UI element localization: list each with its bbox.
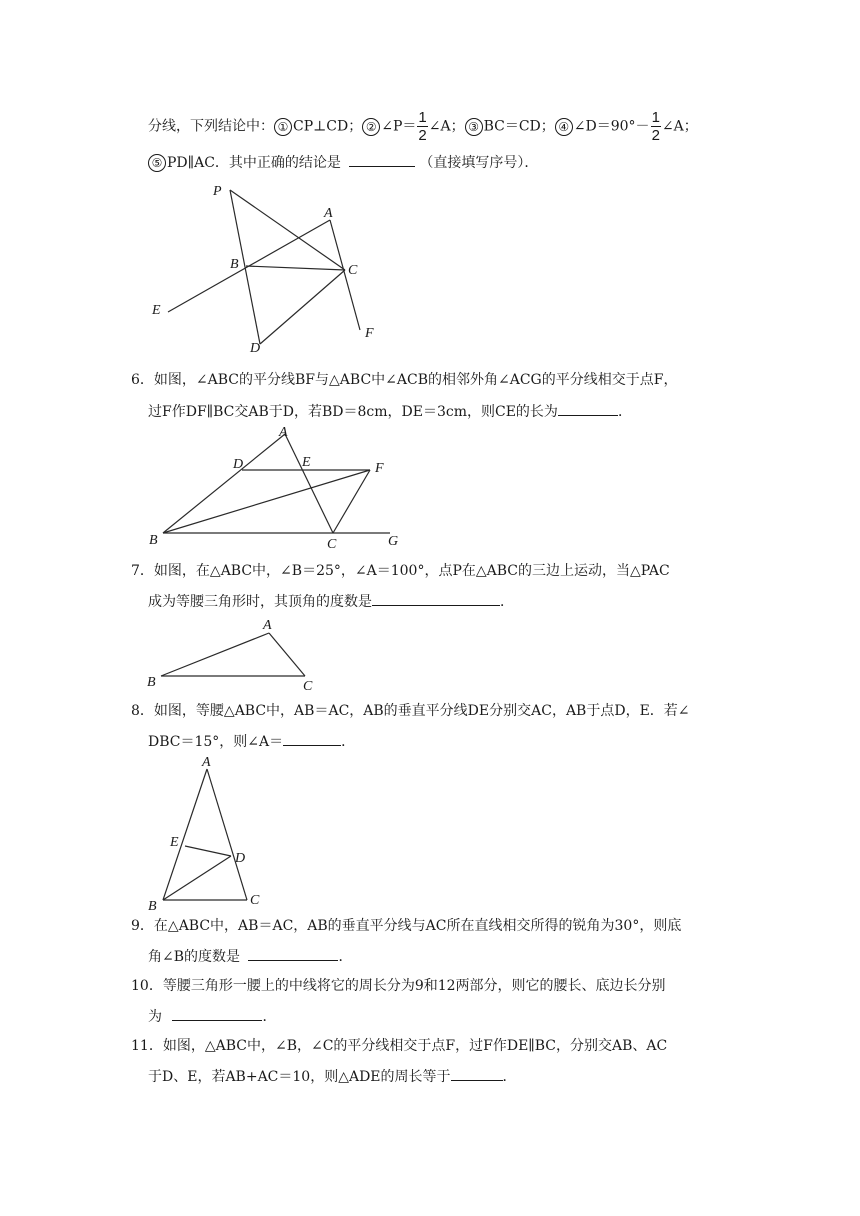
- segment-BA: [161, 633, 269, 676]
- segment-ED: [185, 846, 231, 856]
- choice-3-text: BC＝CD；: [483, 118, 555, 135]
- segment-BA: [163, 434, 285, 533]
- label-B: B: [147, 675, 156, 690]
- q8-line2: [148, 731, 355, 752]
- fraction-numerator: 1: [418, 109, 427, 126]
- answer-blank-q5[interactable]: [349, 152, 415, 167]
- label-B: B: [148, 899, 157, 914]
- fraction-one-half: [417, 110, 427, 143]
- question-number-9: 9．: [131, 918, 154, 934]
- answer-blank-q10[interactable]: [172, 1006, 262, 1021]
- choice-1-marker: ①: [274, 118, 292, 136]
- choice-2-tail: ∠A；: [428, 118, 465, 135]
- q9-text-1: 在△ABC中，AB＝AC，AB的垂直平分线与AC所在直线相交所得的锐角为30°，则底: [153, 918, 682, 934]
- q10-line1: [131, 976, 666, 996]
- fraction-denominator-2: 2: [651, 127, 660, 144]
- segment-BC: [246, 266, 345, 270]
- label-G: G: [388, 534, 399, 549]
- q6-line1: [131, 370, 677, 390]
- label-B: B: [230, 257, 239, 272]
- q6-text-end: ．: [617, 404, 632, 420]
- label-E: E: [152, 303, 161, 318]
- q9-text-end: ．: [338, 949, 353, 965]
- q8-text-end: ．: [341, 734, 356, 750]
- segment-PC: [230, 190, 345, 270]
- label-D: D: [233, 457, 244, 472]
- fraction-numerator-2: 1: [651, 109, 660, 126]
- answer-blank-q11[interactable]: [451, 1066, 503, 1081]
- answer-blank-q9[interactable]: [248, 946, 338, 961]
- choice-4-tail: ∠A；: [661, 118, 698, 135]
- label-C: C: [348, 263, 358, 278]
- label-C: C: [303, 679, 313, 694]
- q11-text-1: 如图，△ABC中，∠B，∠C的平分线相交于点F，过F作DE∥BC，分别交AB、AC: [162, 1038, 668, 1054]
- answer-blank-q8[interactable]: [283, 731, 341, 746]
- choice-5-text: PD∥AC．其中正确的结论是: [167, 155, 341, 171]
- segment-AC: [269, 633, 305, 676]
- choice-2-text: ∠P＝: [381, 118, 417, 135]
- q10-text-end: ．: [262, 1009, 277, 1025]
- question-number-8: 8．: [131, 703, 154, 719]
- figure-q7: [145, 614, 325, 694]
- q11-text-end: ．: [502, 1069, 517, 1085]
- label-E: E: [170, 835, 179, 850]
- q5-line2: [148, 152, 538, 173]
- figure-q5: [150, 180, 390, 355]
- segment-AC: [207, 769, 247, 900]
- label-A: A: [202, 755, 211, 770]
- q8-text-1: 如图，等腰△ABC中，AB＝AC，AB的垂直平分线DE分别交AC，AB于点D，E．若∠: [153, 703, 690, 719]
- label-P: P: [213, 184, 222, 199]
- label-A: A: [324, 206, 333, 221]
- q7-line2: [148, 591, 514, 612]
- q5-instruction: （直接填写序号）．: [419, 155, 539, 171]
- figure-q8: [145, 752, 275, 912]
- choice-4-marker: ④: [555, 118, 573, 136]
- label-D: D: [235, 851, 246, 866]
- choice-5-marker: ⑤: [148, 154, 166, 172]
- q5-line1-prefix: 分线，下列结论中：: [148, 118, 274, 135]
- label-E: E: [302, 455, 311, 470]
- segment-DC: [260, 270, 345, 344]
- q8-line1: [131, 701, 690, 721]
- question-number-10: 10．: [131, 978, 163, 994]
- q10-line2: [148, 1006, 276, 1027]
- q8-text-2: DBC＝15°，则∠A＝: [148, 734, 284, 750]
- q9-line2: [148, 946, 352, 967]
- q7-line1: [131, 561, 670, 581]
- choice-1-text: CP⊥CD；: [293, 118, 363, 135]
- q10-text-1: 等腰三角形一腰上的中线将它的周长分为9和12两部分，则它的腰长、底边长分别: [162, 978, 666, 994]
- label-C: C: [327, 537, 337, 552]
- q11-line2: [148, 1066, 517, 1087]
- label-F: F: [365, 326, 374, 341]
- question-number-7: 7．: [131, 563, 154, 579]
- segment-BD: [163, 856, 231, 900]
- label-A: A: [263, 618, 272, 633]
- choice-2-marker: ②: [362, 118, 380, 136]
- label-A: A: [279, 425, 288, 440]
- label-D: D: [250, 341, 261, 356]
- label-F: F: [375, 461, 384, 476]
- fraction-one-half-2: [651, 110, 661, 143]
- q7-text-2: 成为等腰三角形时，其顶角的度数是: [148, 594, 372, 610]
- q11-line1: [131, 1036, 667, 1056]
- q10-text-2: 为: [148, 1009, 162, 1025]
- q7-text-1: 如图，在△ABC中，∠B＝25°，∠A＝100°，点P在△ABC的三边上运动，当△PAC: [153, 563, 670, 579]
- figure-q6: [145, 424, 415, 552]
- answer-blank-q6[interactable]: [558, 401, 618, 416]
- q6-text-2: 过F作DF∥BC交AB于D，若BD＝8cm，DE＝3cm，则CE的长为: [148, 404, 558, 420]
- q6-text-1: 如图，∠ABC的平分线BF与△ABC中∠ACB的相邻外角∠ACG的平分线相交于点F，: [153, 372, 678, 388]
- answer-blank-q7[interactable]: [372, 591, 500, 606]
- q9-line1: [131, 916, 681, 936]
- q11-text-2: 于D、E，若AB+AC＝10，则△ADE的周长等于: [148, 1069, 451, 1085]
- choice-4-text: ∠D＝90°－: [573, 118, 650, 135]
- fraction-denominator: 2: [418, 127, 427, 144]
- choice-3-marker: ③: [465, 118, 483, 136]
- q7-text-end: ．: [500, 594, 514, 610]
- q5-line1: [148, 110, 698, 143]
- q6-line2: [148, 401, 632, 422]
- label-C: C: [250, 893, 260, 908]
- question-number-6: 6．: [131, 372, 154, 388]
- question-number-11: 11．: [131, 1038, 163, 1054]
- q9-text-2: 角∠B的度数是: [148, 949, 241, 965]
- label-B: B: [149, 533, 158, 548]
